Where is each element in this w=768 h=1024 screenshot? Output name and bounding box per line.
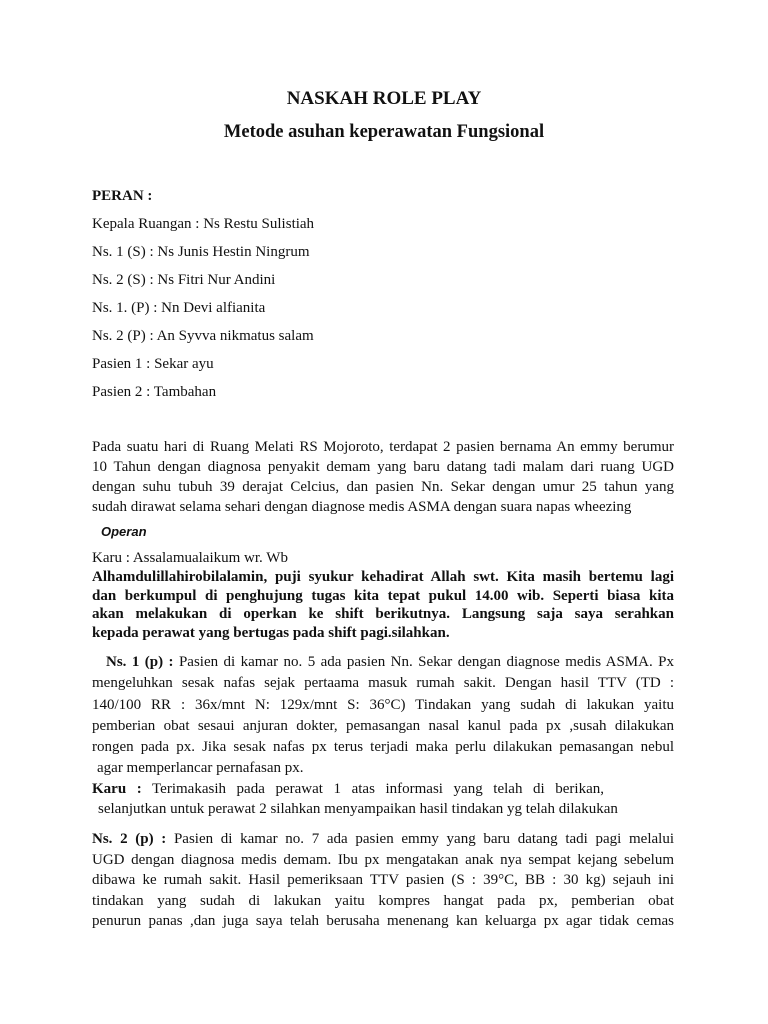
response-line: selanjutkan untuk perawat 2 silahkan menyampaikan hasil tindakan yg telah dilakukan — [98, 801, 618, 817]
speech-line: kepada perawat yang bertugas pada shift pagi.silahkan. — [92, 624, 450, 641]
role-item: Ns. 1. (P) : Nn Devi alfianita — [92, 300, 266, 316]
speech-line: akan melakukan di operkan ke shift berikutnya. Langsung saja saya serahkan — [92, 606, 674, 622]
karu-opening-speech — [92, 568, 674, 642]
karu-response — [92, 779, 660, 819]
report-line — [92, 652, 674, 673]
role-item: Pasien 2 : Tambahan — [92, 384, 217, 400]
report-line: tindakan yang sudah di lakukan yaitu kompres hangat pada px, pemberian obat — [92, 892, 674, 909]
intro-line: Pada suatu hari di Ruang Melati RS Mojoroto, terdapat 2 pasien bernama An emmy berumur — [92, 439, 674, 455]
speech-line: dan berkumpul di penghujung tugas kita tepat pukul 14.00 wib. Seperti biasa kita — [92, 587, 674, 604]
document-subtitle: Metode asuhan keperawatan Fungsional — [223, 122, 545, 142]
report-line: agar memperlancar pernafasan px. — [97, 760, 304, 777]
response-text: Terimakasih pada perawat 1 atas informasi yang telah di berikan, — [141, 781, 604, 797]
report-line: 140/100 RR : 36x/mnt N: 129x/mnt S: 36°C) Tindakan yang sudah di lakukan yaitu — [92, 696, 674, 713]
role-item: Ns. 2 (P) : An Syvva nikmatus salam — [92, 328, 314, 344]
roles-heading: PERAN : — [92, 188, 153, 204]
document-title: NASKAH ROLE PLAY — [286, 88, 482, 109]
ns1-speaker: Ns. 1 (p) : — [106, 654, 174, 670]
intro-paragraph — [92, 437, 674, 517]
ns2-speaker: Ns. 2 (p) : — [92, 831, 167, 847]
role-item: Pasien 1 : Sekar ayu — [92, 356, 214, 372]
karu-speaker: Karu : — [92, 781, 142, 797]
role-item: Kepala Ruangan : Ns Restu Sulistiah — [92, 216, 315, 232]
report-text: Pasien di kamar no. 5 ada pasien Nn. Sekar dengan diagnose medis ASMA. Px — [173, 654, 674, 670]
report-line: mengeluhkan sesak nafas sejak pertaama masuk rumah sakit. Dengan hasil TTV (TD : — [92, 675, 674, 692]
response-line — [92, 779, 604, 799]
report-text: Pasien di kamar no. 7 ada pasien emmy yang baru datang tadi pagi melalui — [166, 831, 674, 847]
report-line: UGD dengan diagnosa medis demam. Ibu px mengatakan anak nya sempat kejang sebelum — [92, 851, 674, 868]
role-item: Ns. 2 (S) : Ns Fitri Nur Andini — [92, 272, 276, 288]
operan-heading: Operan — [101, 524, 147, 539]
report-line: pemberian obat sesaui anjuran dokter, pemasangan nasal kanul pada px ,susah dilakukan — [92, 717, 674, 734]
speech-line: Alhamdulillahirobilalamin, puji syukur kehadirat Allah swt. Kita masih bertemu lagi — [92, 569, 674, 585]
ns1-report — [92, 652, 674, 780]
ns2-report — [92, 829, 674, 932]
report-line: rongen pada px. Jika sesak nafas px terus terjadi maka perlu dilakukan pemasangan nebul — [92, 739, 674, 756]
karu-greeting: Karu : Assalamualaikum wr. Wb — [92, 550, 288, 566]
intro-line: sudah dirawat selama sehari dengan diagnose medis ASMA dengan suara napas wheezing — [92, 499, 632, 515]
intro-line: dengan suhu tubuh 39 derajat Celcius, dan pasien Nn. Sekar dengan umur 25 tahun yang — [92, 479, 674, 495]
report-line: dibawa ke rumah sakit. Hasil pemeriksaan TTV pasien (S : 39°C, BB : 30 kg) sejauh ini — [92, 872, 674, 888]
role-item: Ns. 1 (S) : Ns Junis Hestin Ningrum — [92, 244, 310, 260]
report-line: penurun panas ,dan juga saya telah berusaha menenang kan keluarga px agar tidak cemas — [92, 913, 674, 929]
report-line — [92, 829, 674, 850]
intro-line: 10 Tahun dengan diagnosa penyakit demam yang baru datang tadi malam dari ruang UGD — [92, 459, 674, 475]
